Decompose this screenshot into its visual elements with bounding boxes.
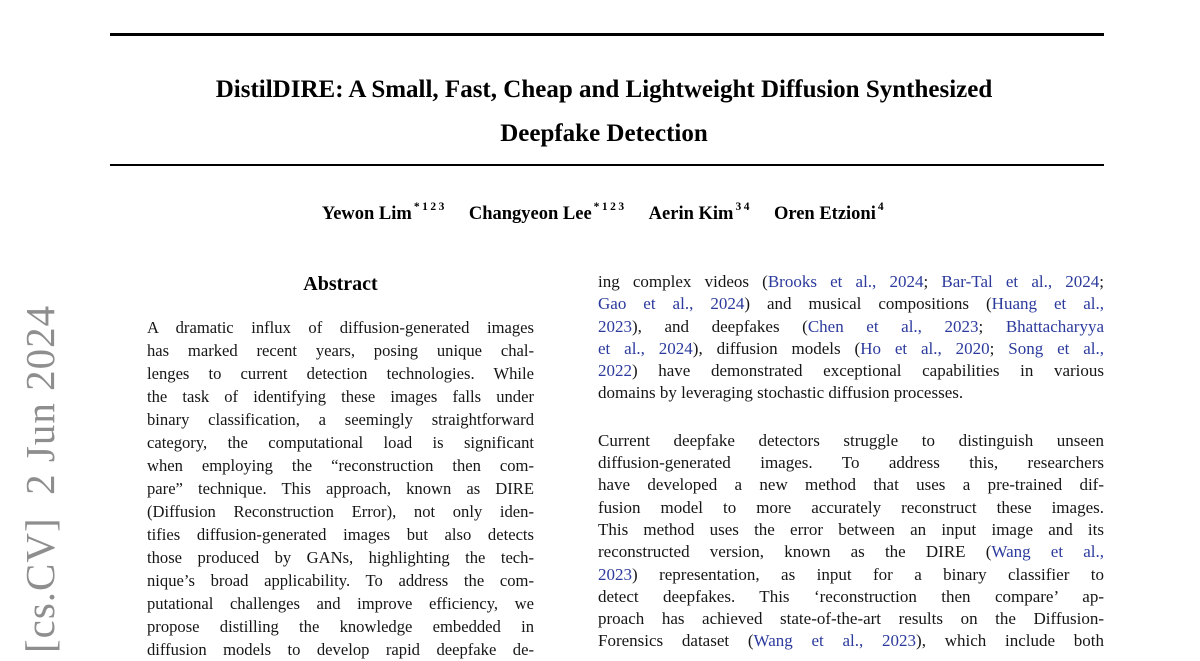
text-line (598, 497, 1104, 519)
text-line (598, 586, 1104, 608)
text-line (598, 382, 1104, 404)
text-line (147, 408, 534, 431)
text-segment: (Diffusion Reconstruction Error), not only iden- (147, 502, 534, 521)
text-segment: ; (978, 316, 1006, 336)
author-name: Changyeon Lee $^{*123}$ (468, 201, 627, 225)
text-segment: putational challenges and improve efficiency, we (147, 594, 534, 613)
text-segment: propose distilling the knowledge embedded in (147, 617, 534, 636)
text-line (147, 500, 534, 523)
citation-link[interactable]: 2023 (598, 564, 632, 584)
paragraph (598, 430, 1104, 653)
text-segment: ) and musical compositions ( (744, 294, 992, 314)
citation-link[interactable]: Huang et al., (991, 294, 1104, 314)
header-rule-top (110, 33, 1104, 36)
abstract-heading: Abstract (303, 273, 378, 295)
text-segment: This method uses the error between an input image and its (598, 519, 1104, 539)
author-affiliation-superscript: *123 (413, 201, 447, 213)
text-segment: ing complex videos ( (598, 272, 768, 291)
citation-link[interactable]: Bhattacharyya (1005, 316, 1104, 336)
citation-link[interactable]: et al., 2024 (598, 338, 693, 358)
text-line (598, 541, 1104, 563)
author-affiliation-superscript: 4 (877, 201, 887, 213)
paper-title-line2: Deepfake Detection (500, 120, 708, 147)
text-line (147, 454, 534, 477)
citation-link[interactable]: Song et al., (1008, 338, 1104, 358)
text-line (147, 615, 534, 638)
text-line (147, 431, 534, 454)
text-segment: diffusion-generated images. To address this, researchers (598, 453, 1104, 473)
text-segment: ), diffusion models ( (692, 338, 861, 358)
text-segment: those produced by GANs, highlighting the tech- (147, 548, 534, 567)
text-segment: nique’s broad applicability. To address the com- (147, 571, 534, 590)
text-line (598, 564, 1104, 586)
author-name: Yewon Lim $^{*123}$ (321, 201, 447, 225)
text-segment: have developed a new method that uses a pre-trained dif- (598, 475, 1104, 495)
author-affiliation-superscript: *123 (593, 201, 627, 213)
abstract-body (147, 316, 534, 661)
text-segment: Forensics dataset ( (598, 631, 754, 651)
text-line (598, 430, 1104, 452)
paragraph (147, 316, 534, 661)
text-line (147, 362, 534, 385)
text-segment: detect deepfakes. This ‘reconstruction then compare’ ap- (598, 586, 1104, 606)
text-segment: ) have demonstrated exceptional capabilities in various (632, 361, 1104, 381)
text-segment: reconstructed version, known as the DIRE ( (598, 542, 992, 562)
citation-link[interactable]: 2023 (598, 316, 632, 336)
text-segment: binary classification, a seemingly straightforward (147, 410, 534, 429)
text-segment: when employing the “reconstruction then com- (147, 456, 534, 475)
citation-link[interactable]: Chen et al., 2023 (807, 316, 979, 336)
text-line (147, 638, 534, 661)
text-segment: category, the computational load is significant (147, 433, 534, 452)
text-segment: has marked recent years, posing unique chal- (147, 341, 534, 360)
authors-row (104, 203, 1104, 225)
text-segment: ; (923, 272, 942, 291)
text-line (598, 519, 1104, 541)
author-name: Aerin Kim $^{34}$ (648, 201, 752, 225)
text-line (598, 316, 1104, 338)
text-segment: ), and deepfakes ( (632, 316, 808, 336)
text-segment: lenges to current detection technologies. While (147, 364, 534, 383)
text-line (147, 592, 534, 615)
text-line (147, 523, 534, 546)
text-line (147, 339, 534, 362)
text-line (147, 546, 534, 569)
paragraph (598, 271, 1104, 405)
text-segment: diffusion models to develop rapid deepfake de- (147, 640, 534, 659)
citation-link[interactable]: Gao et al., 2024 (598, 294, 745, 314)
text-segment: pare” technique. This approach, known as DIRE (147, 479, 534, 498)
text-line (598, 360, 1104, 382)
text-segment: proach has achieved state-of-the-art results on the Diffusion- (598, 609, 1104, 629)
paper-title-line1: DistilDIRE: A Small, Fast, Cheap and Lightweight Diffusion Synthesized (215, 76, 993, 103)
text-line (147, 477, 534, 500)
text-line (598, 608, 1104, 630)
text-line (598, 474, 1104, 496)
introduction-column (598, 271, 1104, 653)
text-segment: the task of identifying these images falls under (147, 387, 534, 406)
text-segment: fusion model to more accurately reconstruct these images. (598, 497, 1104, 517)
paper-title (104, 68, 1104, 156)
citation-link[interactable]: Bar-Tal et al., 2024 (941, 272, 1100, 291)
text-line (598, 338, 1104, 360)
text-segment: A dramatic influx of diffusion-generated images (147, 318, 534, 337)
text-segment: ), which include both (916, 631, 1104, 651)
text-line (147, 385, 534, 408)
author-name: Oren Etzioni $^4$ (773, 201, 887, 225)
text-segment: ; (1099, 272, 1105, 291)
text-segment: ) representation, as input for a binary classifier to (632, 564, 1104, 584)
text-line (598, 452, 1104, 474)
citation-link[interactable]: 2022 (598, 361, 632, 381)
text-segment: Current deepfake detectors struggle to distinguish unseen (598, 430, 1104, 450)
header-rule-bottom (110, 164, 1104, 166)
text-segment: tifies diffusion-generated images but also detects (147, 525, 534, 544)
arxiv-watermark: [cs.CV] 2 Jun 2024 (17, 304, 63, 653)
citation-link[interactable]: Ho et al., 2020 (860, 338, 990, 358)
text-line (598, 630, 1104, 652)
citation-link[interactable]: Wang et al., 2023 (753, 631, 917, 651)
citation-link[interactable]: Wang et al., (991, 542, 1104, 562)
text-line (598, 293, 1104, 315)
citation-link[interactable]: Brooks et al., 2024 (767, 272, 924, 291)
text-line (598, 271, 1104, 293)
text-segment: ; (989, 338, 1009, 358)
text-line (147, 569, 534, 592)
text-line (147, 316, 534, 339)
author-affiliation-superscript: 34 (735, 201, 752, 213)
text-segment: domains by leveraging stochastic diffusion processes. (598, 383, 964, 403)
